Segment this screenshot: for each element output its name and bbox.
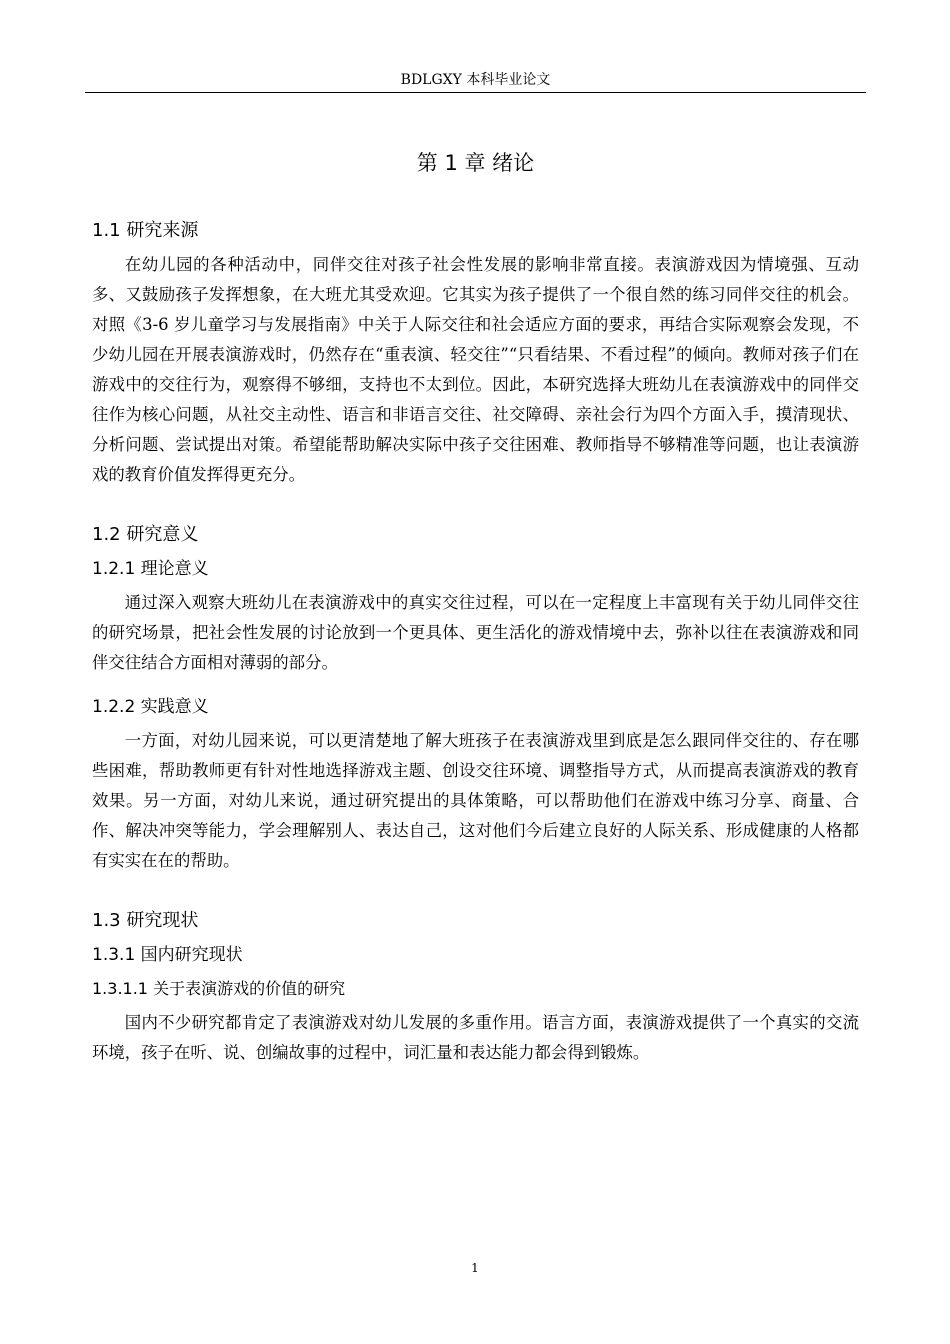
running-header-title: BDLGXY 本科毕业论文: [400, 72, 551, 88]
document-body: [92, 145, 859, 1068]
section-heading-1-2-2: 1.2.2 实践意义: [92, 697, 209, 717]
chapter-title: 第 1 章 绪论: [416, 151, 535, 175]
page-number: 1: [471, 1261, 479, 1275]
paragraph-practical-significance: 一方面，对幼儿园来说，可以更清楚地了解大班孩子在表演游戏里到底是怎么跟同伴交往的、存在哪些困难，帮助教师更有针对性地选择游戏主题、创设交往环境、调整指导方式，从而提高表演游戏的教育效果。另一方面，对幼儿来说，通过研究提出的具体策略，可以帮助他们在游戏中练习分享、商量、合作、解决冲突等能力，学会理解别人、表达自己，这对他们今后建立良好的人际关系、形成健康的人格都有实实在在的帮助。: [92, 731, 859, 870]
section-heading-1-3-1-1: 1.3.1.1 关于表演游戏的价值的研究: [92, 979, 346, 998]
section-heading-1-3: 1.3 研究现状: [92, 910, 199, 931]
paragraph-performance-game-value: 国内不少研究都肯定了表演游戏对幼儿发展的多重作用。语言方面，表演游戏提供了一个真实的交流环境，孩子在听、说、创编故事的过程中，词汇量和表达能力都会得到锻炼。: [92, 1013, 859, 1062]
running-header: [85, 70, 866, 93]
section-heading-1-2: 1.2 研究意义: [92, 524, 199, 545]
section-heading-1-3-1: 1.3.1 国内研究现状: [92, 945, 243, 965]
section-heading-1-2-1: 1.2.1 理论意义: [92, 559, 209, 579]
paragraph-research-source: 在幼儿园的各种活动中，同伴交往对孩子社会性发展的影响非常直接。表演游戏因为情境强、互动多、又鼓励孩子发挥想象，在大班尤其受欢迎。它其实为孩子提供了一个很自然的练习同伴交往的机会。对照《3-6 岁儿童学习与发展指南》中关于人际交往和社会适应方面的要求，再结合实际观察会发现，不少幼儿园在开展表演游戏时，仍然存在“重表演、轻交往”“只看结果、不看过程”的倾向。教师对孩子们在游戏中的交往行为，观察得不够细，支持也不太到位。因此，本研究选择大班幼儿在表演游戏中的同伴交往作为核心问题，从社交主动性、语言和非语言交往、社交障碍、亲社会行为四个方面入手，摸清现状、分析问题、尝试提出对策。希望能帮助解决实际中孩子交往困难、教师指导不够精准等问题，也让表演游戏的教育价值发挥得更充分。: [92, 255, 859, 484]
paragraph-theoretical-significance: 通过深入观察大班幼儿在表演游戏中的真实交往过程，可以在一定程度上丰富现有关于幼儿同伴交往的研究场景，把社会性发展的讨论放到一个更具体、更生活化的游戏情境中去，弥补以往在表演游戏和同伴交往结合方面相对薄弱的部分。: [92, 593, 859, 672]
section-heading-1-1: 1.1 研究来源: [92, 220, 199, 241]
